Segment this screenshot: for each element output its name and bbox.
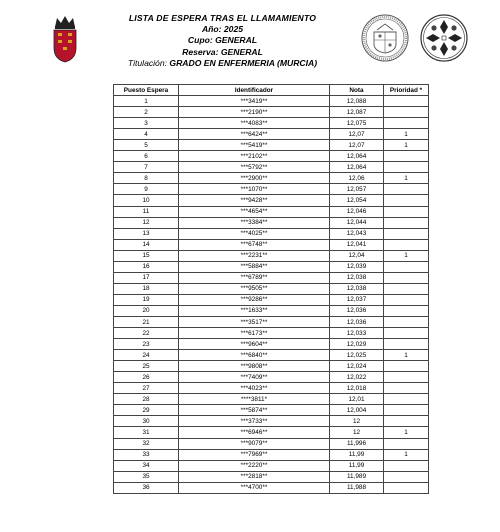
- prioridad-cell: 1: [384, 173, 429, 184]
- identificador-cell: ***6946**: [179, 427, 330, 438]
- identificador-cell: ***2231**: [179, 250, 330, 261]
- nota-cell: 12,064: [330, 151, 384, 162]
- nota-cell: 12,036: [330, 305, 384, 316]
- puesto-cell: 8: [114, 173, 179, 184]
- table-row: [114, 129, 429, 140]
- puesto-cell: 27: [114, 383, 179, 394]
- nota-cell: 12,039: [330, 261, 384, 272]
- table-row: [114, 151, 429, 162]
- puesto-cell: 24: [114, 350, 179, 361]
- table-row: [114, 118, 429, 129]
- prioridad-cell: [384, 383, 429, 394]
- identificador-cell: ***4654**: [179, 206, 330, 217]
- table-row: [114, 206, 429, 217]
- prioridad-cell: 1: [384, 250, 429, 261]
- identificador-cell: ***4700**: [179, 482, 330, 493]
- table-row: [114, 173, 429, 184]
- identificador-cell: ***3419**: [179, 96, 330, 107]
- puesto-cell: 16: [114, 261, 179, 272]
- puesto-cell: 31: [114, 427, 179, 438]
- identificador-cell: ***6173**: [179, 328, 330, 339]
- table-row: [114, 372, 429, 383]
- nota-cell: 12,088: [330, 96, 384, 107]
- nota-cell: 12,038: [330, 272, 384, 283]
- nota-cell: 11,996: [330, 438, 384, 449]
- table-row: [114, 184, 429, 195]
- puesto-cell: 4: [114, 129, 179, 140]
- region-coat-of-arms-icon: [50, 14, 80, 64]
- puesto-cell: 3: [114, 118, 179, 129]
- table-row: [114, 427, 429, 438]
- table-row: [114, 350, 429, 361]
- identificador-cell: ***9808**: [179, 361, 330, 372]
- column-header-nota: Nota: [330, 85, 384, 96]
- puesto-cell: 20: [114, 305, 179, 316]
- table-row: [114, 471, 429, 482]
- prioridad-cell: [384, 206, 429, 217]
- puesto-cell: 30: [114, 416, 179, 427]
- puesto-cell: 19: [114, 294, 179, 305]
- nota-cell: 12,064: [330, 162, 384, 173]
- table-header-row: [114, 85, 429, 96]
- nota-cell: 12,07: [330, 140, 384, 151]
- nota-cell: 12,036: [330, 316, 384, 327]
- table-row: [114, 405, 429, 416]
- puesto-cell: 9: [114, 184, 179, 195]
- prioridad-cell: [384, 416, 429, 427]
- prioridad-cell: [384, 405, 429, 416]
- identificador-cell: ***6748**: [179, 239, 330, 250]
- column-header-identificador: Identificador: [179, 85, 330, 96]
- identificador-cell: ***6789**: [179, 272, 330, 283]
- identificador-cell: ***9604**: [179, 339, 330, 350]
- identificador-cell: ***5792**: [179, 162, 330, 173]
- table-row: [114, 316, 429, 327]
- nota-cell: 12,057: [330, 184, 384, 195]
- identificador-cell: ***4023**: [179, 383, 330, 394]
- table-row: [114, 460, 429, 471]
- prioridad-cell: [384, 107, 429, 118]
- identificador-cell: ***6840**: [179, 350, 330, 361]
- prioridad-cell: 1: [384, 427, 429, 438]
- identificador-cell: ***3384**: [179, 217, 330, 228]
- prioridad-cell: [384, 372, 429, 383]
- identificador-cell: ***3733**: [179, 416, 330, 427]
- puesto-cell: 1: [114, 96, 179, 107]
- nota-cell: 12,087: [330, 107, 384, 118]
- table-row: [114, 305, 429, 316]
- table-row: [114, 272, 429, 283]
- nota-cell: 12,044: [330, 217, 384, 228]
- nota-cell: 12,07: [330, 129, 384, 140]
- puesto-cell: 7: [114, 162, 179, 173]
- identificador-cell: ****3811*: [179, 394, 330, 405]
- nota-cell: 12,024: [330, 361, 384, 372]
- table-row: [114, 328, 429, 339]
- nota-cell: 12,022: [330, 372, 384, 383]
- prioridad-cell: [384, 394, 429, 405]
- table-row: [114, 294, 429, 305]
- prioridad-cell: [384, 361, 429, 372]
- identificador-cell: ***7409**: [179, 372, 330, 383]
- identificador-cell: ***2102**: [179, 151, 330, 162]
- prioridad-cell: 1: [384, 129, 429, 140]
- prioridad-cell: [384, 162, 429, 173]
- waiting-list-table: [113, 84, 429, 494]
- titulacion-line: [100, 58, 345, 69]
- table-row: [114, 383, 429, 394]
- table-row: [114, 217, 429, 228]
- prioridad-cell: [384, 438, 429, 449]
- identificador-cell: ***2900**: [179, 173, 330, 184]
- prioridad-cell: [384, 151, 429, 162]
- puesto-cell: 15: [114, 250, 179, 261]
- document-title: LISTA DE ESPERA TRAS EL LLAMAMIENTO: [128, 13, 317, 23]
- puesto-cell: 13: [114, 228, 179, 239]
- prioridad-cell: [384, 261, 429, 272]
- puesto-cell: 35: [114, 471, 179, 482]
- prioridad-cell: 1: [384, 449, 429, 460]
- nota-cell: 12,004: [330, 405, 384, 416]
- nota-cell: 12,038: [330, 283, 384, 294]
- identificador-cell: ***5874**: [179, 405, 330, 416]
- prioridad-cell: [384, 460, 429, 471]
- column-header-prioridad: Prioridad *: [384, 85, 429, 96]
- nota-cell: 12,018: [330, 383, 384, 394]
- puesto-cell: 18: [114, 283, 179, 294]
- prioridad-cell: [384, 239, 429, 250]
- nota-cell: 11,99: [330, 449, 384, 460]
- nota-cell: 11,988: [330, 482, 384, 493]
- table-row: [114, 228, 429, 239]
- prioridad-cell: [384, 195, 429, 206]
- nota-cell: 12,033: [330, 328, 384, 339]
- table-row: [114, 239, 429, 250]
- table-row: [114, 482, 429, 493]
- table-row: [114, 361, 429, 372]
- prioridad-cell: [384, 305, 429, 316]
- identificador-cell: ***6424**: [179, 129, 330, 140]
- table-row: [114, 162, 429, 173]
- puesto-cell: 32: [114, 438, 179, 449]
- prioridad-cell: [384, 316, 429, 327]
- column-header-puesto: Puesto Espera: [114, 85, 179, 96]
- nota-cell: 11,99: [330, 460, 384, 471]
- identificador-cell: ***2818**: [179, 471, 330, 482]
- puesto-cell: 10: [114, 195, 179, 206]
- table-row: [114, 96, 429, 107]
- identificador-cell: ***9505**: [179, 283, 330, 294]
- identificador-cell: ***5419**: [179, 140, 330, 151]
- puesto-cell: 12: [114, 217, 179, 228]
- table-row: [114, 416, 429, 427]
- identificador-cell: ***4083**: [179, 118, 330, 129]
- nota-cell: 12,029: [330, 339, 384, 350]
- puesto-cell: 17: [114, 272, 179, 283]
- puesto-cell: 26: [114, 372, 179, 383]
- table-row: [114, 283, 429, 294]
- puesto-cell: 36: [114, 482, 179, 493]
- prioridad-cell: [384, 328, 429, 339]
- prioridad-cell: 1: [384, 350, 429, 361]
- puesto-cell: 6: [114, 151, 179, 162]
- nota-cell: 12,054: [330, 195, 384, 206]
- titulacion-value: GRADO EN ENFERMERIA (MURCIA): [169, 57, 318, 68]
- cupo-label: Cupo: GENERAL: [187, 35, 258, 46]
- nota-cell: 12,025: [330, 350, 384, 361]
- nota-cell: 12,04: [330, 250, 384, 261]
- puesto-cell: 25: [114, 361, 179, 372]
- puesto-cell: 29: [114, 405, 179, 416]
- puesto-cell: 23: [114, 339, 179, 350]
- identificador-cell: ***1633**: [179, 305, 330, 316]
- nota-cell: 12,06: [330, 173, 384, 184]
- identificador-cell: ***1070**: [179, 184, 330, 195]
- table-row: [114, 195, 429, 206]
- prioridad-cell: [384, 294, 429, 305]
- university-seal-icon: [361, 14, 409, 62]
- identificador-cell: ***2190**: [179, 107, 330, 118]
- table-row: [114, 394, 429, 405]
- table-row: [114, 140, 429, 151]
- nota-cell: 12: [330, 416, 384, 427]
- puesto-cell: 33: [114, 449, 179, 460]
- cross-emblem-icon: [420, 14, 468, 62]
- puesto-cell: 21: [114, 316, 179, 327]
- table-row: [114, 261, 429, 272]
- nota-cell: 12,037: [330, 294, 384, 305]
- identificador-cell: ***4025**: [179, 228, 330, 239]
- identificador-cell: ***3517**: [179, 316, 330, 327]
- nota-cell: 12,043: [330, 228, 384, 239]
- titulacion-label: Titulación:: [127, 57, 167, 68]
- table-row: [114, 107, 429, 118]
- prioridad-cell: [384, 471, 429, 482]
- puesto-cell: 2: [114, 107, 179, 118]
- identificador-cell: ***5884**: [179, 261, 330, 272]
- nota-cell: 11,989: [330, 471, 384, 482]
- table-row: [114, 250, 429, 261]
- prioridad-cell: [384, 118, 429, 129]
- year-label: Año: 2025: [201, 24, 244, 35]
- nota-cell: 12,041: [330, 239, 384, 250]
- nota-cell: 12: [330, 427, 384, 438]
- prioridad-cell: [384, 217, 429, 228]
- table-row: [114, 449, 429, 460]
- identificador-cell: ***9079**: [179, 438, 330, 449]
- puesto-cell: 22: [114, 328, 179, 339]
- reserva-label: Reserva: GENERAL: [182, 46, 263, 57]
- prioridad-cell: [384, 283, 429, 294]
- document-header: [100, 13, 345, 69]
- puesto-cell: 28: [114, 394, 179, 405]
- prioridad-cell: [384, 482, 429, 493]
- identificador-cell: ***9286**: [179, 294, 330, 305]
- puesto-cell: 11: [114, 206, 179, 217]
- identificador-cell: ***7969**: [179, 449, 330, 460]
- nota-cell: 12,075: [330, 118, 384, 129]
- puesto-cell: 14: [114, 239, 179, 250]
- identificador-cell: ***2220**: [179, 460, 330, 471]
- prioridad-cell: [384, 96, 429, 107]
- prioridad-cell: [384, 228, 429, 239]
- table-row: [114, 438, 429, 449]
- prioridad-cell: [384, 184, 429, 195]
- puesto-cell: 5: [114, 140, 179, 151]
- table-row: [114, 339, 429, 350]
- puesto-cell: 34: [114, 460, 179, 471]
- prioridad-cell: [384, 339, 429, 350]
- prioridad-cell: [384, 272, 429, 283]
- nota-cell: 12,046: [330, 206, 384, 217]
- nota-cell: 12,01: [330, 394, 384, 405]
- prioridad-cell: 1: [384, 140, 429, 151]
- identificador-cell: ***9428**: [179, 195, 330, 206]
